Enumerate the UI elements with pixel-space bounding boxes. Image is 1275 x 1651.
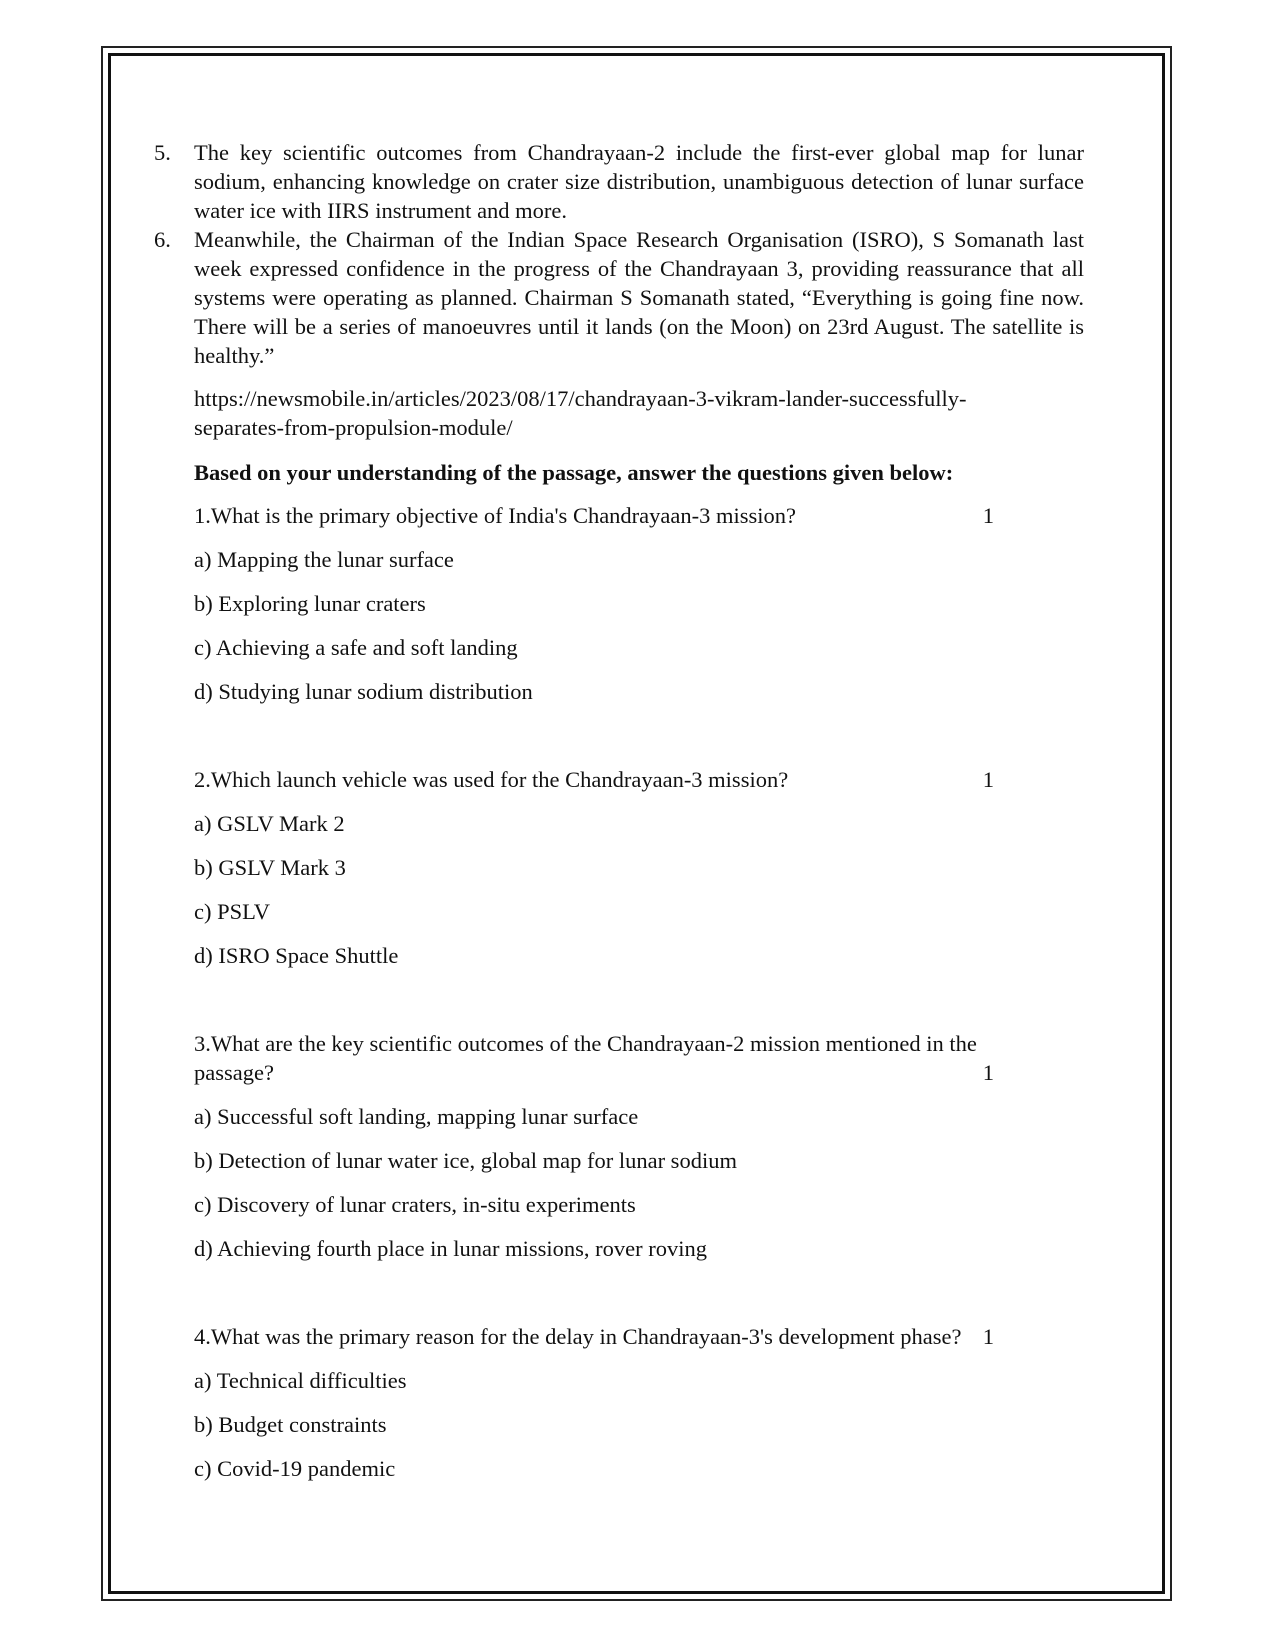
option-a: a) Mapping the lunar surface: [194, 547, 454, 572]
point-text: Meanwhile, the Chairman of the Indian Space Research Organisation (ISRO), S Somanath last week expressed confidence in the progress of the Chandrayaan 3, providing reassurance that all systems were operating as planned. Chairman S Somanath stated, “Everything is going fine now. There will be a series of manoeuvres until it lands (on the Moon) on 23rd August. The satellite is healthy.”: [194, 227, 1084, 368]
question-marks: 1: [982, 1324, 994, 1349]
question-block-4: [148, 1322, 1084, 1483]
question-1: [194, 501, 1084, 530]
source-url-line-2: separates-from-propulsion-module/: [194, 415, 513, 440]
option-d: d) ISRO Space Shuttle: [194, 943, 399, 968]
option-a: a) Successful soft landing, mapping lunar surface: [194, 1104, 639, 1129]
passage-point-6: [148, 225, 1084, 370]
source-url: [148, 384, 1084, 442]
option-c: c) PSLV: [194, 899, 271, 924]
question-block-2: [148, 765, 1084, 970]
question-marks: 1: [982, 767, 994, 792]
question-block-1: [148, 501, 1084, 706]
source-url-line-1: https://newsmobile.in/articles/2023/08/17/chandrayaan-3-vikram-lander-successfully-: [194, 386, 967, 411]
question-marks: 1: [982, 503, 994, 528]
question-text: 3.What are the key scientific outcomes of the Chandrayaan-2 mission mentioned in the passage?: [194, 1031, 977, 1085]
point-number: 6.: [154, 227, 171, 252]
question-3: [194, 1029, 1084, 1087]
option-b: b) GSLV Mark 3: [194, 855, 346, 880]
question-text: 2.Which launch vehicle was used for the Chandrayaan-3 mission?: [194, 767, 789, 792]
option-a: a) GSLV Mark 2: [194, 811, 345, 836]
question-text: 4.What was the primary reason for the delay in Chandrayaan-3's development phase?: [194, 1324, 962, 1349]
option-b: b) Budget constraints: [194, 1412, 387, 1437]
point-text: The key scientific outcomes from Chandrayaan-2 include the first-ever global map for lunar sodium, enhancing knowledge on crater size distribution, unambiguous detection of lunar surface water ice with IIRS instrument and more.: [194, 140, 1084, 223]
instruction-heading: Based on your understanding of the passage, answer the questions given below:: [194, 460, 954, 485]
document-body: [148, 138, 1084, 1483]
question-block-3: [148, 1029, 1084, 1263]
question-4: [194, 1322, 1084, 1351]
passage-point-5: [148, 138, 1084, 225]
question-2: [194, 765, 1084, 794]
option-c: c) Covid-19 pandemic: [194, 1456, 396, 1481]
question-text: 1.What is the primary objective of India's Chandrayaan-3 mission?: [194, 503, 797, 528]
option-b: b) Detection of lunar water ice, global map for lunar sodium: [194, 1148, 737, 1173]
option-b: b) Exploring lunar craters: [194, 591, 426, 616]
option-a: a) Technical difficulties: [194, 1368, 407, 1393]
option-d: d) Achieving fourth place in lunar missions, rover roving: [194, 1236, 708, 1261]
option-c: c) Discovery of lunar craters, in-situ experiments: [194, 1192, 636, 1217]
option-d: d) Studying lunar sodium distribution: [194, 679, 533, 704]
point-number: 5.: [154, 140, 171, 165]
question-marks: 1: [982, 1060, 994, 1085]
option-c: c) Achieving a safe and soft landing: [194, 635, 518, 660]
